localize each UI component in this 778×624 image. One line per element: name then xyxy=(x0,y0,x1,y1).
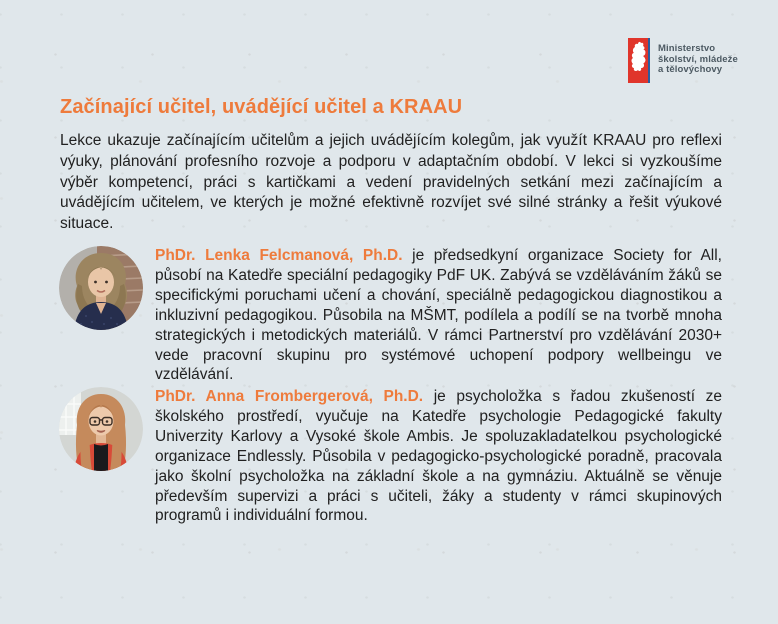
bio-description-anna: je psycholožka s řadou zkušeností ze školského prostředí, vyučuje na Katedře psychologie Pedagogické fakulty Univerzity Karlovy a Vysoké škole Ambis. Je spoluzakladatelkou psychologické organizace Endlessly. Působila v pedagogicko-psychologické poradně, pracovala jako školní psycholožka na základní škole a na gymnáziu. Aktuálně se věnuje především supervizi a práci s učiteli, žáky a studenty v rámci skupinových programů i individuální formou. xyxy=(155,388,723,525)
logo-blue-stripe xyxy=(648,38,651,83)
logo-line-3: a tělovýchovy xyxy=(658,64,723,75)
ministry-logo-mark xyxy=(628,38,650,83)
logo-line-2: školství, mládeže xyxy=(658,53,738,65)
avatar-anna-photo xyxy=(59,387,143,471)
bio-text-anna xyxy=(155,387,722,526)
bio-text-lenka xyxy=(155,246,722,385)
bio-name-anna: PhDr. Anna Frombergerová, Ph.D. xyxy=(155,388,424,405)
ministry-logo xyxy=(628,38,738,83)
bio-row-anna xyxy=(59,387,722,526)
bio-description-lenka: je předsedkyní organizace Society for All, působí na Katedře speciální pedagogiky PdF UK. Zabývá se vzděláváním žáků se specifickými poruchami učení a chování, speciálně pedagogickou diagnostikou a inkluzivní pedagogikou. Působila na MŠMT, podílela a podílí se na tvorbě mnoha strategických i metodických materiálů. V rámci Partnerství pro vzdělávání 2030+ vede pracovní skupinu pro systémové uchopení podpory wellbeingu ve vzdělávání. xyxy=(155,247,722,384)
intro-paragraph: Lekce ukazuje začínajícím učitelům a jejich uvádějícím kolegům, jak využít KRAAU pro reflexi výuky, plánování profesního rozvoje a podporu v adaptačním období. V lekci si vyzkoušíme výběr kompetencí, práci s kartičkami a vedení pravidelných setkání mezi začínajícím a uvádějícím učitelem, ve kterých je možné efektivně rozvíjet své silné stránky a řešit výukové situace. xyxy=(60,132,722,233)
avatar-lenka-photo xyxy=(59,246,143,330)
page-title: Začínající učitel, uvádějící učitel a KRAAU xyxy=(60,96,463,118)
ministry-logo-text xyxy=(658,38,738,76)
logo-line-1: Ministerstvo xyxy=(658,43,716,54)
bio-row-lenka xyxy=(59,246,722,385)
bio-name-lenka: PhDr. Lenka Felcmanová, Ph.D. xyxy=(155,247,403,264)
